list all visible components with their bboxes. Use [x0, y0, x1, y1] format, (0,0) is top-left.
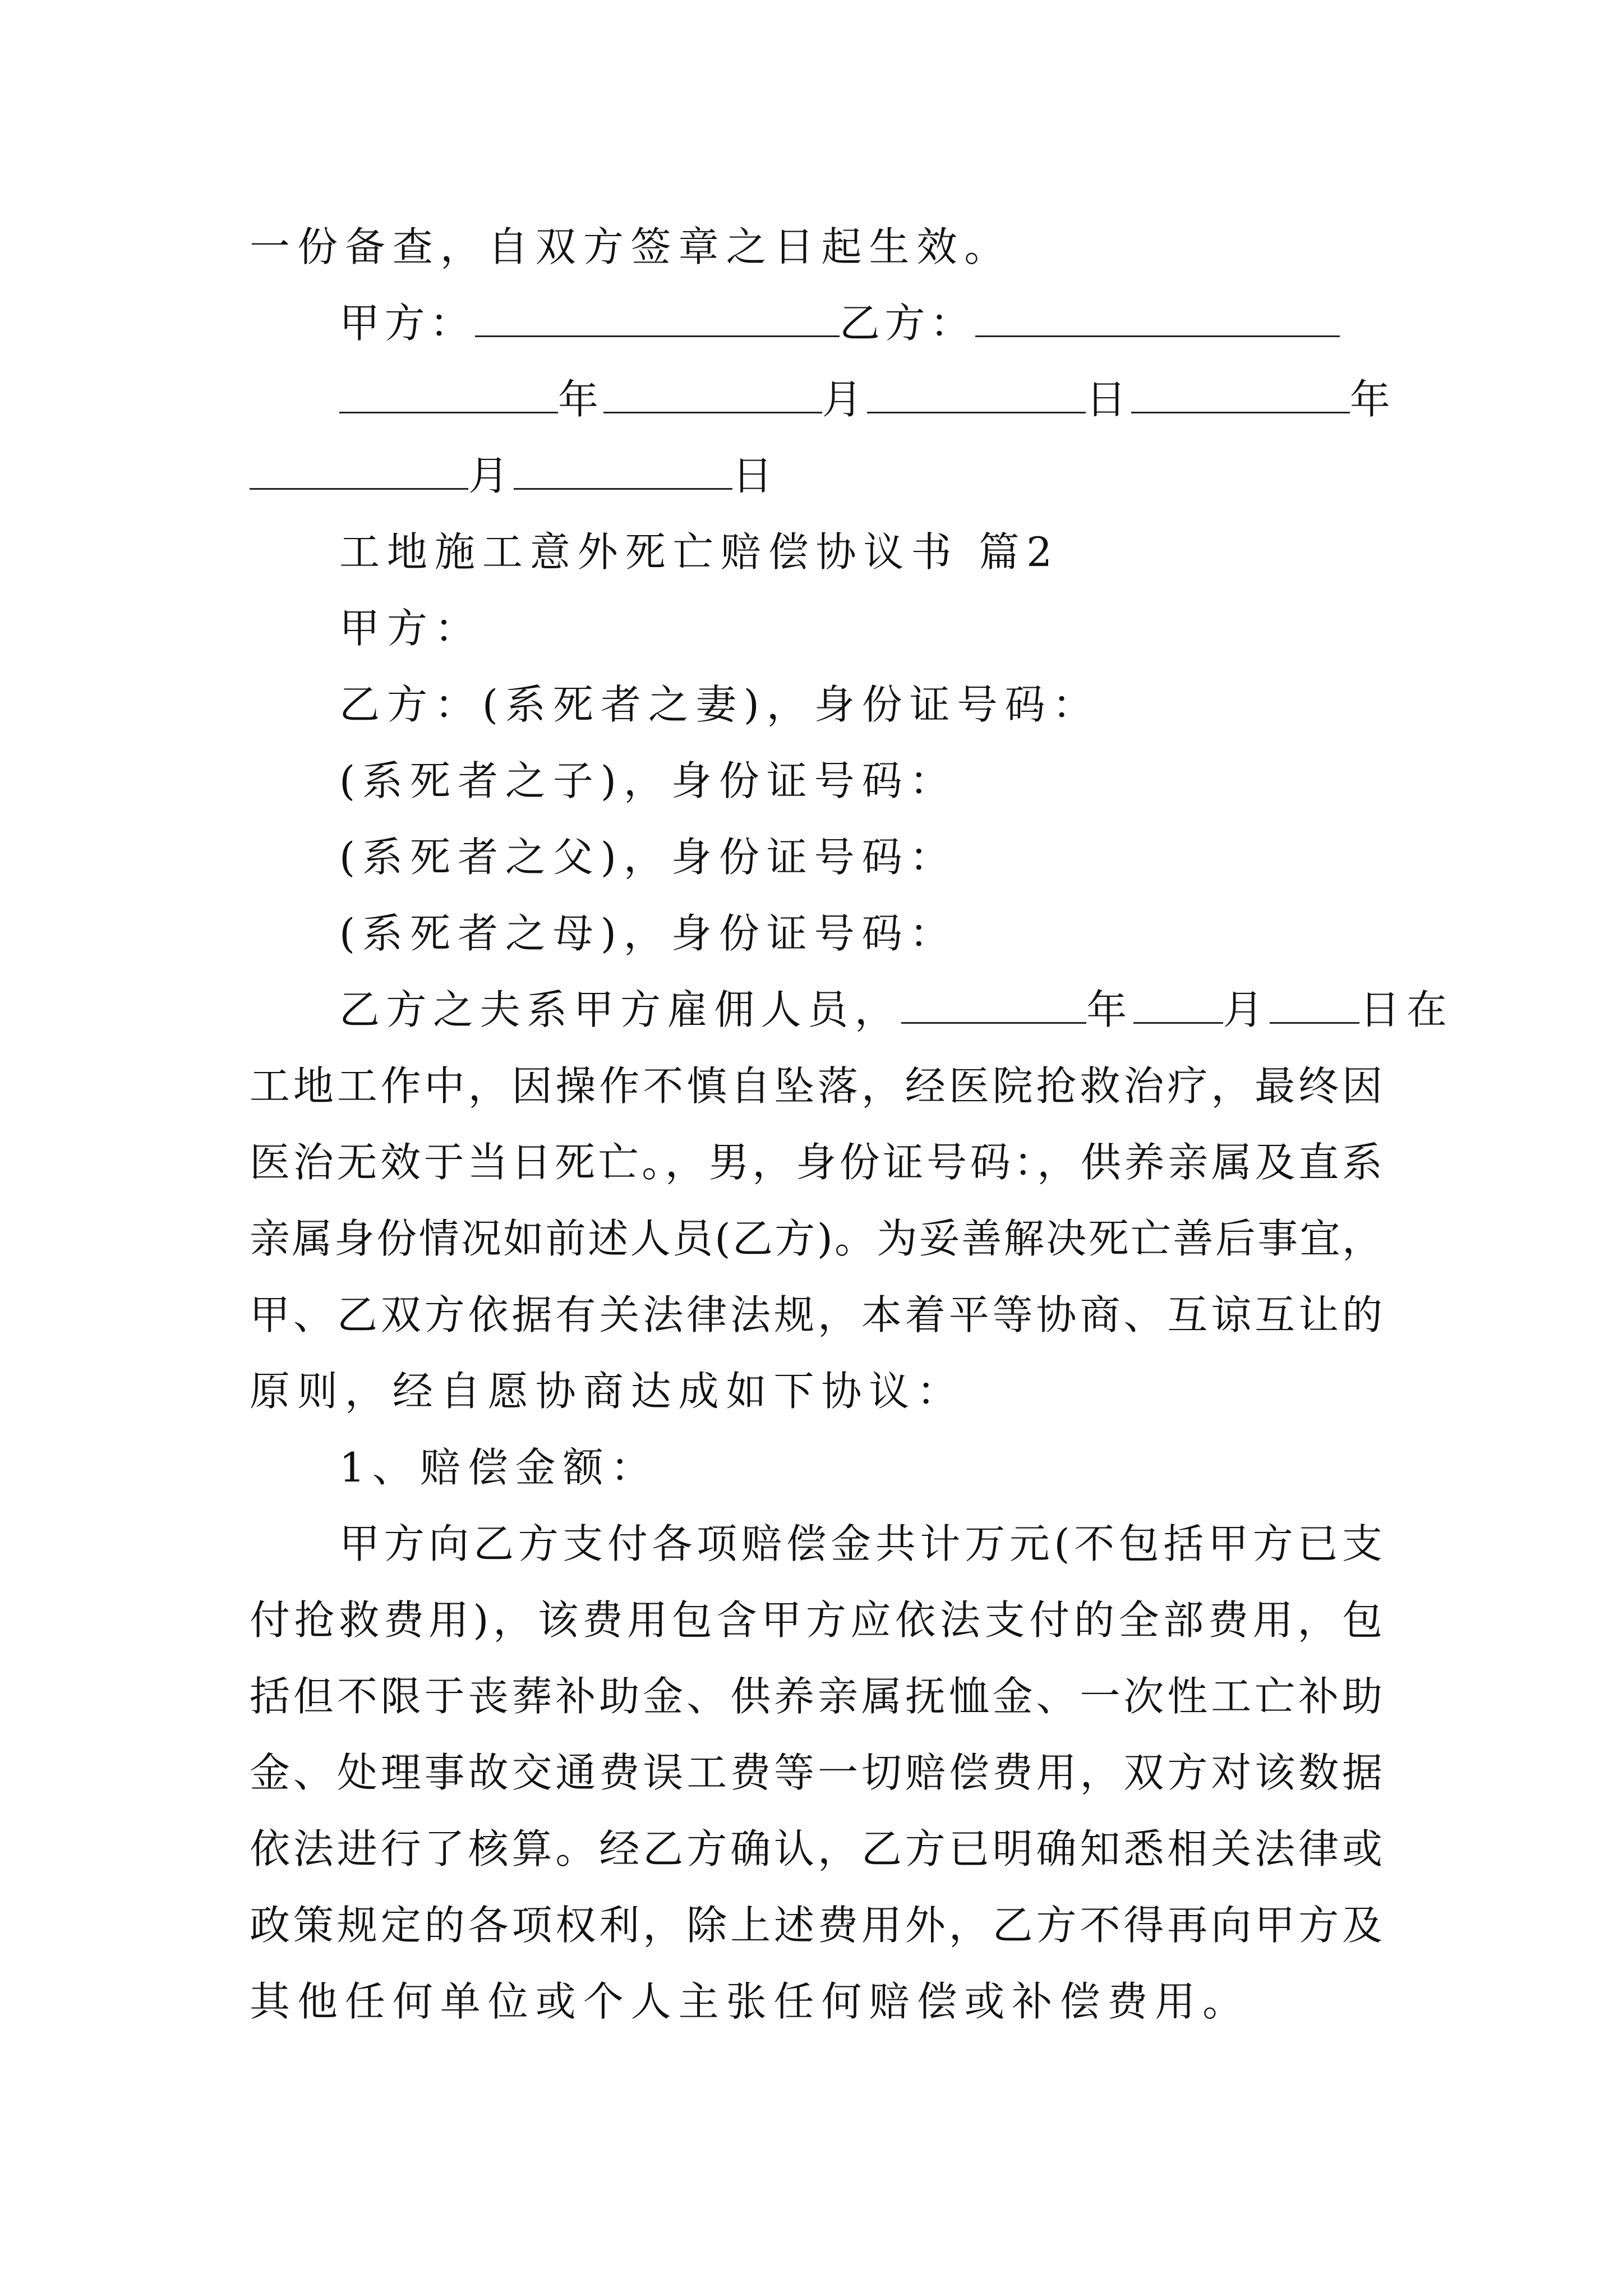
- year-label-2: 年: [1349, 376, 1395, 423]
- text-line: 原则，经自愿协商达成如下协议：: [250, 1368, 965, 1415]
- month-label: 月: [822, 376, 868, 423]
- signature-date-line-2: [250, 449, 1382, 503]
- day-label: 日: [1086, 376, 1131, 423]
- text-line: (系死者之子)，身份证号码：: [339, 757, 957, 804]
- text-line: 甲、乙双方依据有关法律法规，本着平等协商、互谅互让的: [250, 1291, 1382, 1338]
- employment-month: 月: [1223, 986, 1270, 1033]
- text-line: (系死者之父)，身份证号码：: [339, 834, 957, 881]
- party-b-label: 乙方：: [839, 300, 975, 347]
- text-line: 政策规定的各项权利，除上述费用外，乙方不得再向甲方及: [250, 1902, 1382, 1949]
- employment-year-blank: [901, 988, 1086, 1024]
- employment-suffix: 日在: [1359, 986, 1454, 1033]
- text-line: 亲属身份情况如前述人员(乙方)。为妥善解决死亡善后事宜，: [250, 1215, 1382, 1262]
- employment-day-blank: [1270, 988, 1359, 1024]
- text-line: 金、处理事故交通费误工费等一切赔偿费用，双方对该数据: [250, 1749, 1382, 1796]
- day-label-2: 日: [732, 452, 778, 499]
- year-blank: [339, 378, 558, 413]
- party-a-blank: [475, 302, 840, 337]
- text-line: 甲方向乙方支付各项赔偿金共计万元(不包括甲方已支: [339, 1520, 1382, 1567]
- party-b-blank: [975, 302, 1340, 337]
- employment-month-blank: [1133, 988, 1223, 1024]
- text-line: 其他任何单位或个人主张任何赔偿或补偿费用。: [250, 1978, 1251, 2025]
- day-blank-2: [514, 454, 732, 490]
- section-title: 工地施工意外死亡赔偿协议书 篇2: [339, 528, 1060, 576]
- text-line: 工地工作中，因操作不慎自坠落，经医院抢救治疗，最终因: [250, 1062, 1382, 1110]
- text-line: 医治无效于当日死亡。，男，身份证号码：，供养亲属及直系: [250, 1139, 1382, 1186]
- signature-parties-line: [339, 296, 1382, 350]
- month-blank: [603, 378, 822, 413]
- text-line: 付抢救费用)，该费用包含甲方应依法支付的全部费用，包: [250, 1596, 1382, 1644]
- text-line: 依法进行了核算。经乙方确认，乙方已明确知悉相关法律或: [250, 1825, 1382, 1872]
- employment-year: 年: [1086, 986, 1133, 1033]
- text-line: 一份备查，自双方签章之日起生效。: [250, 223, 1012, 270]
- day-blank: [867, 378, 1086, 413]
- year-blank-2: [1131, 378, 1350, 413]
- party-a-label: 甲方：: [339, 300, 475, 347]
- text-line: 甲方：: [339, 605, 482, 652]
- clause-heading: 1、赔偿金额：: [339, 1444, 658, 1491]
- text-line: 乙方：(系死者之妻)，身份证号码：: [339, 681, 1100, 728]
- employment-prefix: 乙方之夫系甲方雇佣人员，: [339, 986, 902, 1033]
- year-label: 年: [558, 376, 603, 423]
- month-blank-2: [250, 454, 468, 490]
- employment-line: [339, 983, 1454, 1037]
- signature-date-line-1: [339, 372, 1395, 426]
- text-line: 括但不限于丧葬补助金、供养亲属抚恤金、一次性工亡补助: [250, 1673, 1382, 1720]
- month-label-2: 月: [468, 452, 514, 499]
- text-line: (系死者之母)，身份证号码：: [339, 910, 957, 957]
